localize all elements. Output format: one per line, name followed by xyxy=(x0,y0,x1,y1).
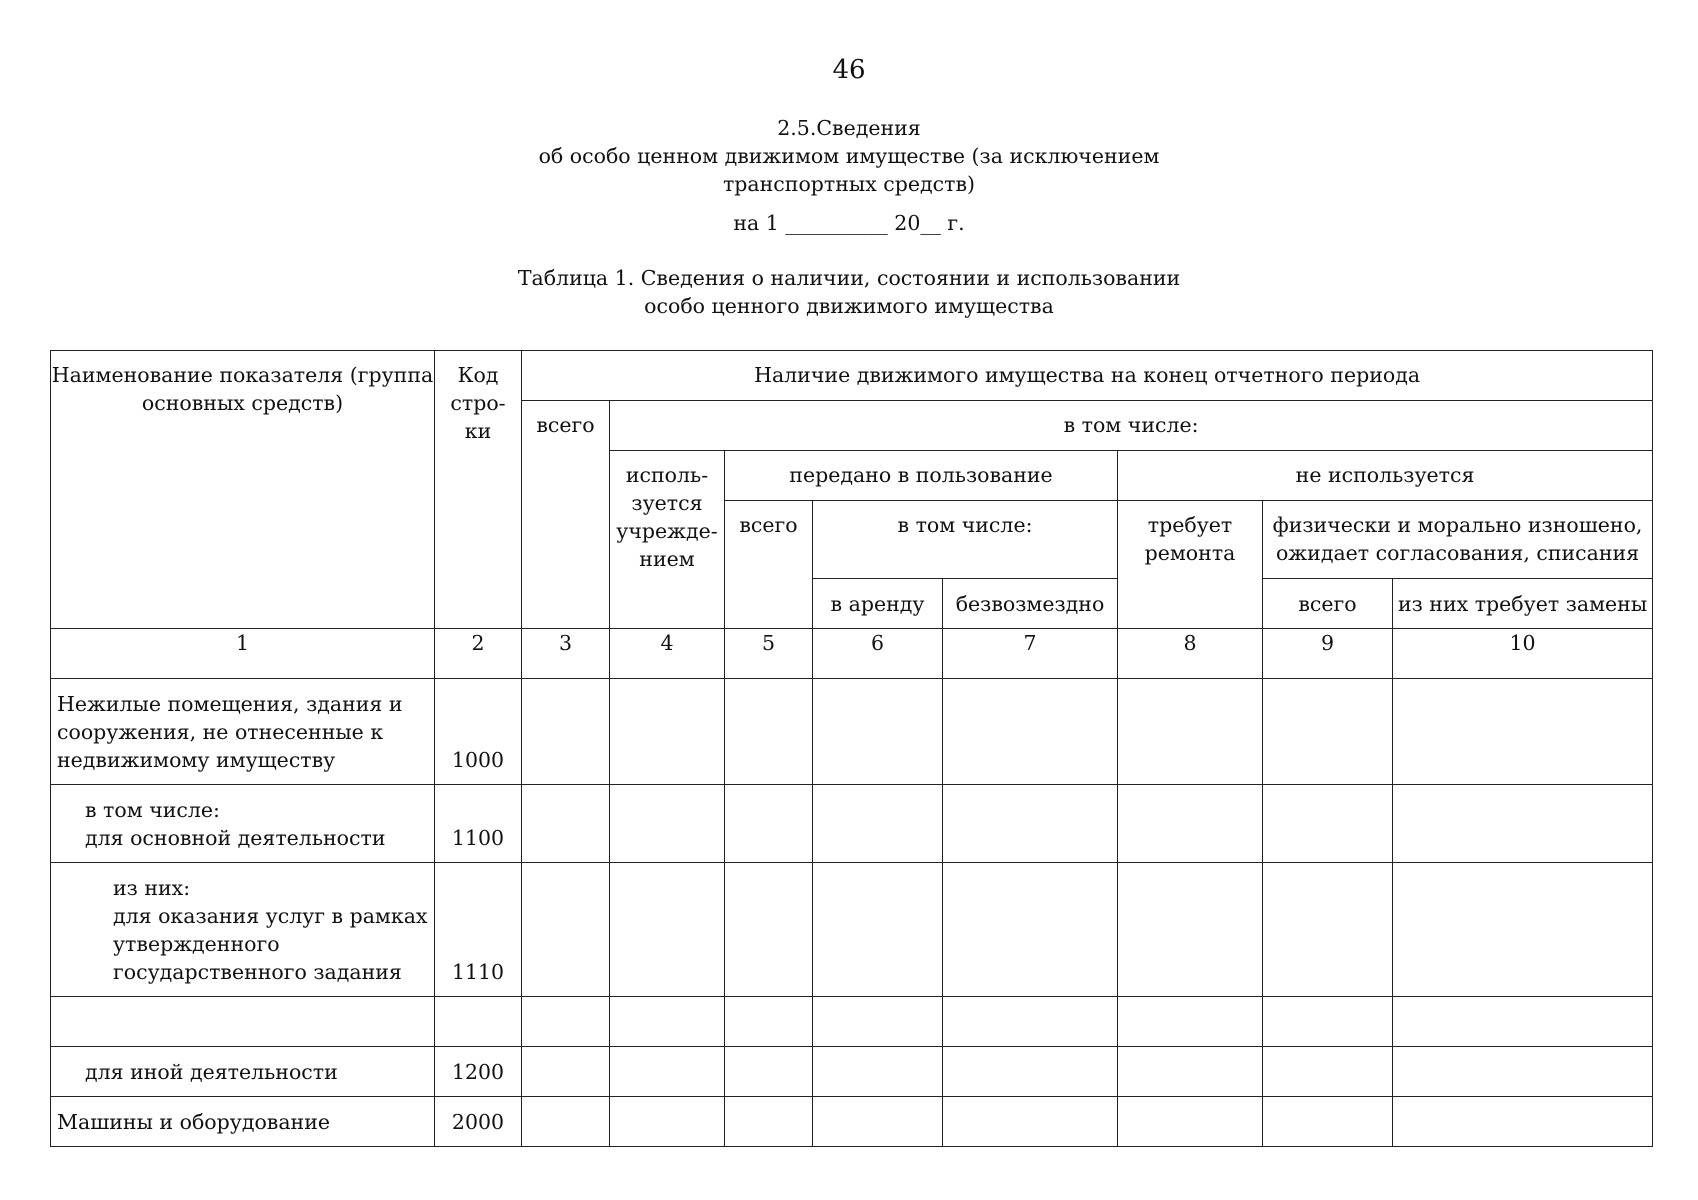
value-cell[interactable] xyxy=(610,1097,725,1147)
table-caption-line-2: особо ценного движимого имущества xyxy=(644,294,1054,318)
column-number: 2 xyxy=(435,629,522,679)
value-cell[interactable] xyxy=(610,863,725,997)
header-repair-line-1: требует xyxy=(1147,513,1233,537)
section-heading xyxy=(0,114,1698,198)
table-row xyxy=(51,785,1653,863)
header-used-line-1: исполь- xyxy=(625,463,709,487)
row-name xyxy=(51,785,435,863)
value-cell[interactable] xyxy=(725,679,813,785)
row-name-line: сооружения, не отнесенные к xyxy=(57,720,384,744)
report-date-line: на 1 __________ 20__ г. xyxy=(733,211,965,235)
value-cell[interactable] xyxy=(1393,863,1653,997)
value-cell[interactable] xyxy=(522,1097,610,1147)
value-cell[interactable] xyxy=(1393,1097,1653,1147)
header-used-line-3: учрежде- xyxy=(616,519,718,543)
value-cell[interactable] xyxy=(1118,863,1263,997)
value-cell[interactable] xyxy=(610,997,725,1047)
header-transferred-total: всего xyxy=(725,501,813,629)
row-name-line: для оказания услуг в рамках xyxy=(113,904,428,928)
row-name-line: для основной деятельности xyxy=(85,826,386,850)
row-name-line: государственного задания xyxy=(113,960,402,984)
column-number-row xyxy=(51,629,1653,679)
column-number: 4 xyxy=(610,629,725,679)
value-cell[interactable] xyxy=(1118,679,1263,785)
section-subtitle-line-1: об особо ценном движимом имуществе (за исключением xyxy=(538,144,1160,168)
header-used-line-4: нием xyxy=(639,547,695,571)
header-used xyxy=(610,451,725,629)
value-cell[interactable] xyxy=(1393,785,1653,863)
header-free: безвозмездно xyxy=(943,579,1118,629)
table-caption-line-1: Таблица 1. Сведения о наличии, состоянии и использовании xyxy=(517,266,1181,290)
table-row xyxy=(51,997,1653,1047)
value-cell[interactable] xyxy=(1118,1047,1263,1097)
header-availability: Наличие движимого имущества на конец отчетного периода xyxy=(522,351,1653,401)
column-number: 8 xyxy=(1118,629,1263,679)
value-cell[interactable] xyxy=(1393,679,1653,785)
header-total: всего xyxy=(522,401,610,629)
row-code: 2000 xyxy=(435,1097,522,1147)
value-cell[interactable] xyxy=(522,785,610,863)
row-name xyxy=(51,679,435,785)
column-number: 6 xyxy=(813,629,943,679)
row-name xyxy=(51,863,435,997)
row-name-line: из них: xyxy=(113,876,191,900)
value-cell[interactable] xyxy=(943,997,1118,1047)
value-cell[interactable] xyxy=(522,1047,610,1097)
value-cell[interactable] xyxy=(1263,1047,1393,1097)
header-not-used: не используется xyxy=(1118,451,1653,501)
value-cell[interactable] xyxy=(725,1097,813,1147)
row-name xyxy=(51,1097,435,1147)
value-cell[interactable] xyxy=(1263,997,1393,1047)
value-cell[interactable] xyxy=(725,863,813,997)
value-cell[interactable] xyxy=(1263,785,1393,863)
value-cell[interactable] xyxy=(1118,785,1263,863)
value-cell[interactable] xyxy=(943,785,1118,863)
row-name-line: Машины и оборудование xyxy=(57,1110,331,1134)
value-cell[interactable] xyxy=(813,863,943,997)
header-rent: в аренду xyxy=(813,579,943,629)
value-cell[interactable] xyxy=(610,785,725,863)
header-repair-line-2: ремонта xyxy=(1144,541,1236,565)
value-cell[interactable] xyxy=(943,863,1118,997)
value-cell[interactable] xyxy=(725,997,813,1047)
table-row xyxy=(51,679,1653,785)
header-used-line-2: зуется xyxy=(631,491,703,515)
value-cell[interactable] xyxy=(813,679,943,785)
row-name xyxy=(51,1047,435,1097)
column-number: 10 xyxy=(1393,629,1653,679)
header-code-line-2: стро- xyxy=(450,391,506,415)
row-code: 1200 xyxy=(435,1047,522,1097)
header-worn xyxy=(1263,501,1653,579)
section-subtitle-line-2: транспортных средств) xyxy=(722,172,976,196)
header-worn-line-2: ожидает согласования, списания xyxy=(1275,541,1640,565)
header-repair xyxy=(1118,501,1263,629)
value-cell[interactable] xyxy=(813,1097,943,1147)
value-cell[interactable] xyxy=(1393,997,1653,1047)
value-cell[interactable] xyxy=(943,1097,1118,1147)
value-cell[interactable] xyxy=(725,1047,813,1097)
row-name-line: утвержденного xyxy=(113,932,280,956)
row-name-line: недвижимому имуществу xyxy=(57,748,336,772)
section-title: 2.5.Сведения xyxy=(777,116,921,140)
row-name[interactable] xyxy=(51,997,435,1047)
value-cell[interactable] xyxy=(1263,1097,1393,1147)
header-name: Наименование показателя (группа основных средств) xyxy=(51,351,435,629)
header-worn-total: всего xyxy=(1263,579,1393,629)
value-cell[interactable] xyxy=(522,863,610,997)
header-including: в том числе: xyxy=(610,401,1653,451)
value-cell[interactable] xyxy=(943,1047,1118,1097)
header-transferred: передано в пользование xyxy=(725,451,1118,501)
header-worn-line-1: физически и морально изношено, xyxy=(1272,513,1643,537)
column-number: 7 xyxy=(943,629,1118,679)
value-cell[interactable] xyxy=(813,785,943,863)
page-number: 46 xyxy=(832,55,866,85)
value-cell[interactable] xyxy=(813,997,943,1047)
value-cell[interactable] xyxy=(1118,1097,1263,1147)
column-number: 9 xyxy=(1263,629,1393,679)
value-cell[interactable] xyxy=(610,679,725,785)
row-code: 1100 xyxy=(435,785,522,863)
value-cell[interactable] xyxy=(610,1047,725,1097)
value-cell[interactable] xyxy=(1393,1047,1653,1097)
header-transferred-including: в том числе: xyxy=(813,501,1118,579)
column-number: 1 xyxy=(51,629,435,679)
value-cell[interactable] xyxy=(522,997,610,1047)
header-code-line-3: ки xyxy=(464,419,492,443)
row-name-line: в том числе: xyxy=(85,798,220,822)
column-number: 3 xyxy=(522,629,610,679)
value-cell[interactable] xyxy=(813,1047,943,1097)
row-name-line: для иной деятельности xyxy=(85,1060,338,1084)
value-cell[interactable] xyxy=(522,679,610,785)
value-cell[interactable] xyxy=(725,785,813,863)
value-cell[interactable] xyxy=(1263,679,1393,785)
column-number: 5 xyxy=(725,629,813,679)
value-cell[interactable] xyxy=(1118,997,1263,1047)
table-row xyxy=(51,863,1653,997)
value-cell[interactable] xyxy=(943,679,1118,785)
row-code: 1000 xyxy=(435,679,522,785)
assets-table xyxy=(50,350,1653,1147)
value-cell[interactable] xyxy=(1263,863,1393,997)
row-code: 1110 xyxy=(435,863,522,997)
header-worn-replace: из них требует замены xyxy=(1393,579,1653,629)
table-caption xyxy=(0,264,1698,320)
row-name-line: Нежилые помещения, здания и xyxy=(57,692,403,716)
table-row xyxy=(51,1097,1653,1147)
row-code[interactable] xyxy=(435,997,522,1047)
header-code-line-1: Код xyxy=(457,363,499,387)
table-row xyxy=(51,1047,1653,1097)
header-code xyxy=(435,351,522,629)
